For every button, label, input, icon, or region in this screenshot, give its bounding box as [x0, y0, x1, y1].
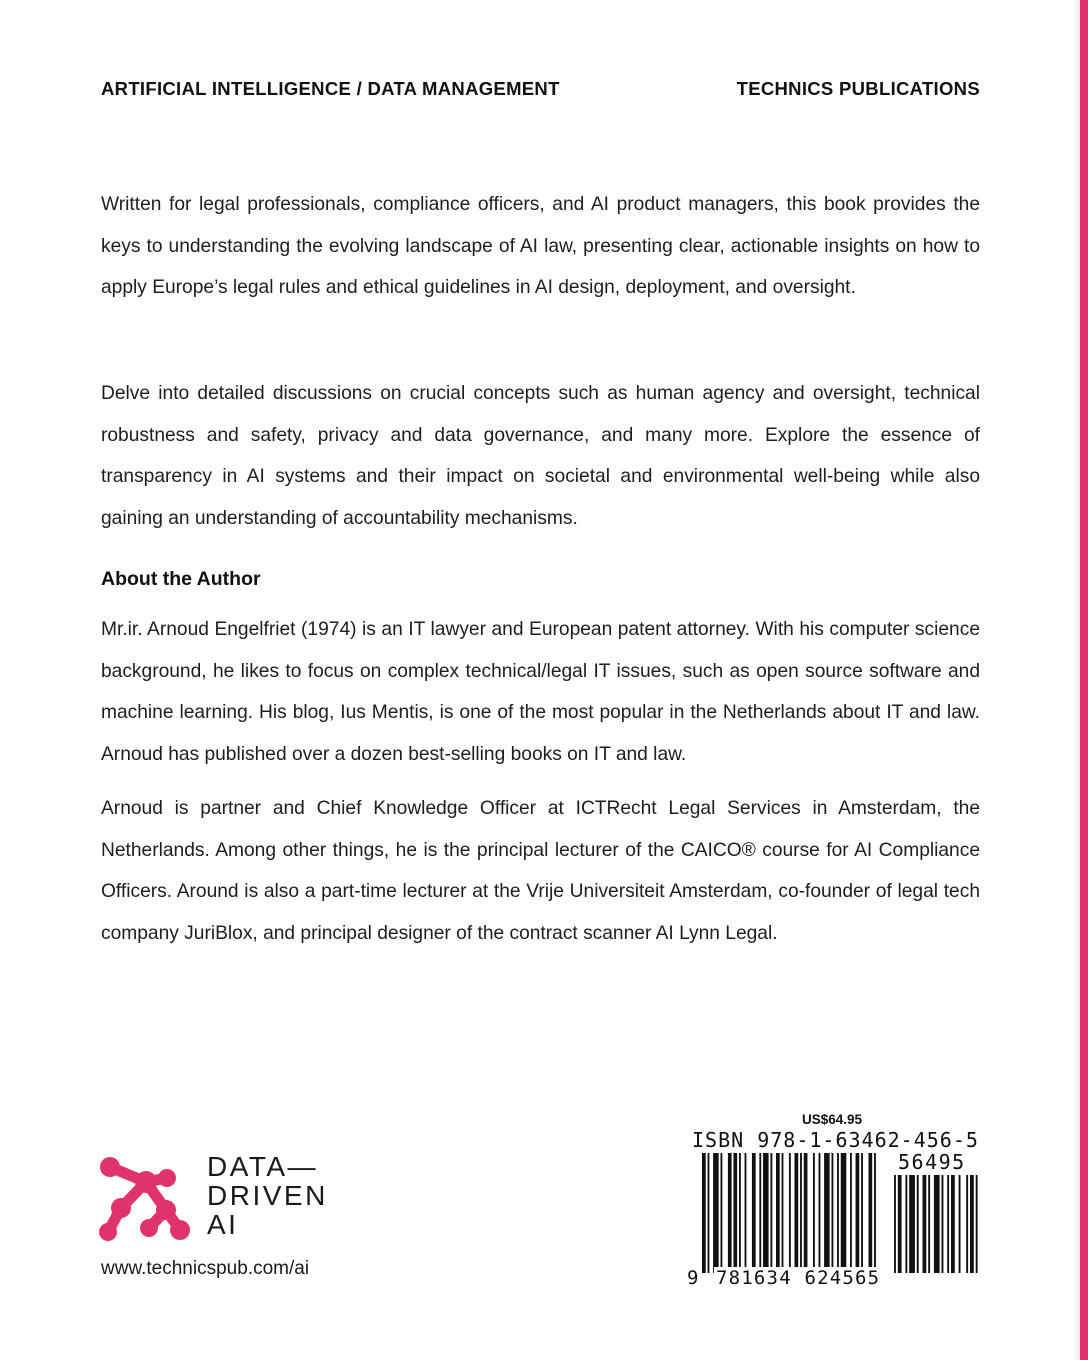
barcode-bar	[795, 1153, 799, 1273]
spine-stripe	[1080, 0, 1088, 1360]
barcode-bar	[976, 1175, 978, 1273]
barcode-bar	[708, 1153, 710, 1273]
barcode-bar	[752, 1153, 756, 1273]
barcode-bar	[782, 1153, 784, 1273]
barcode-bar	[832, 1153, 834, 1273]
barcode-bar	[966, 1175, 968, 1273]
barcode-supplement-code: 56495	[898, 1150, 966, 1174]
data-driven-ai-logo-icon	[96, 1148, 196, 1248]
barcode-bar	[770, 1153, 772, 1273]
barcode-bar	[721, 1153, 723, 1273]
category-label: ARTIFICIAL INTELLIGENCE / DATA MANAGEMENT	[101, 78, 560, 99]
barcode-bar	[837, 1153, 839, 1273]
barcode-bar	[850, 1153, 852, 1273]
publisher-label: TECHNICS PUBLICATIONS	[736, 78, 980, 99]
description-paragraph-2: Delve into detailed discussions on crucial concepts such as human agency and oversight, technical robustness and safety, privacy and data governance, and many more. Explore the essence of transparency in AI systems and their impact on societal and environmental well-being while also gaining an understanding of accountability mechanisms.	[101, 383, 980, 529]
barcode-bar	[739, 1153, 741, 1273]
barcode-bar	[819, 1153, 821, 1273]
barcode-bar	[789, 1153, 791, 1273]
barcode-bar	[898, 1175, 902, 1273]
barcode-bar	[804, 1153, 808, 1273]
barcode-bar	[934, 1175, 940, 1273]
ean-digits: 781634 624565	[716, 1267, 881, 1289]
description-paragraph-1: Written for legal professionals, compliance officers, and AI product managers, this book provides the keys to understanding the evolving landscape of AI law, presenting clear, actionable insights on how to apply Europe’s legal rules and ethical guidelines in AI design, deployment, and oversight.	[101, 194, 980, 298]
barcode-bar	[776, 1153, 780, 1273]
barcode-bar	[894, 1175, 896, 1273]
barcode-bar	[733, 1153, 737, 1273]
barcode-bar	[813, 1153, 815, 1273]
barcode-bar	[841, 1153, 847, 1273]
barcode-bar	[928, 1175, 930, 1273]
isbn-label: ISBN 978-1-63462-456-5	[692, 1128, 979, 1152]
barcode-bar	[917, 1175, 919, 1273]
logo-line-2: DRIVEN	[207, 1180, 328, 1211]
website-url[interactable]: www.technicspub.com/ai	[101, 1258, 310, 1279]
price-label: US$64.95	[802, 1112, 863, 1127]
barcode-bar	[874, 1153, 876, 1273]
logo-wordmark	[207, 1152, 328, 1239]
barcode-bar	[728, 1153, 732, 1273]
logo-line-3: AI	[207, 1209, 239, 1240]
logo-line-1: DATA—	[207, 1151, 319, 1182]
barcode-bar	[824, 1153, 830, 1273]
barcode-bar	[856, 1153, 860, 1273]
barcode-bar	[869, 1153, 873, 1273]
barcode-bar	[745, 1153, 747, 1273]
barcode-bar	[909, 1175, 915, 1273]
barcode-bar	[923, 1175, 927, 1273]
barcode-bar	[959, 1175, 961, 1273]
barcode-bar	[951, 1175, 955, 1273]
barcode-bar	[763, 1153, 769, 1273]
ean-first-digit: 9	[687, 1267, 699, 1289]
barcode-bar	[713, 1153, 719, 1273]
barcode-bar	[759, 1153, 761, 1273]
author-paragraph-2: Arnoud is partner and Chief Knowledge Officer at ICTRecht Legal Services in Amsterdam, the Netherlands. Among other things, he is the principal lecturer of the CAICO® course for AI Compliance Officers. Around is also a part-time lecturer at the Vrije Universiteit Amsterdam, co-founder of legal tech company JuriBlox, and principal designer of the contract scanner AI Lynn Legal.	[101, 798, 980, 944]
barcode-bar	[947, 1175, 949, 1273]
barcode-bar	[702, 1153, 706, 1273]
barcode-bar	[942, 1175, 944, 1273]
barcode-bar	[800, 1153, 802, 1273]
author-paragraph-1: Mr.ir. Arnoud Engelfriet (1974) is an IT lawyer and European patent attorney. With his computer science background, he likes to focus on complex technical/legal IT issues, such as open source software and machine learning. His blog, Ius Mentis, is one of the most popular in the Netherlands about IT and law. Arnoud has published over a dozen best-selling books on IT and law.	[101, 619, 980, 765]
about-author-heading: About the Author	[101, 568, 261, 590]
barcode-bar	[970, 1175, 974, 1273]
barcode-bar	[861, 1153, 863, 1273]
barcode-bar	[905, 1175, 907, 1273]
